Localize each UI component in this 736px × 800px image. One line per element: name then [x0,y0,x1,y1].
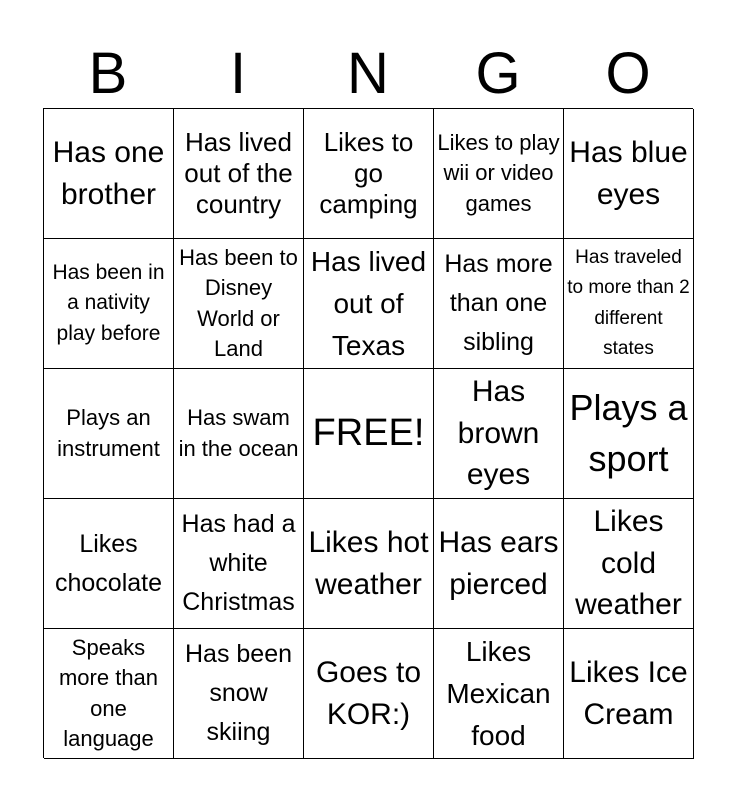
bingo-cell[interactable] [44,629,174,759]
bingo-cell[interactable] [174,239,304,369]
bingo-cell[interactable] [304,499,434,629]
cell-text: Has blue eyes [569,136,688,211]
bingo-cell[interactable] [434,629,564,759]
cell-text: Has had a white Christmas [181,510,296,616]
bingo-cell[interactable] [174,109,304,239]
bingo-cell[interactable] [434,109,564,239]
cell-text: Has been to Disney World or Land [179,244,298,361]
bingo-cell[interactable] [44,239,174,369]
bingo-cell[interactable] [44,109,174,239]
bingo-cell[interactable] [174,499,304,629]
bingo-cell[interactable] [174,369,304,499]
header-letter-g: G [475,41,521,106]
bingo-board [43,108,693,758]
cell-text: FREE! [312,411,425,454]
cell-text: Has brown eyes [457,375,540,492]
bingo-cell[interactable] [434,239,564,369]
cell-text: Likes to play wii or video games [437,129,560,216]
cell-text: Has traveled to more than 2 different states [567,246,690,359]
bingo-cell[interactable] [564,109,694,239]
cell-text: Likes Ice Cream [569,656,688,731]
cell-text: Has one brother [52,136,165,211]
free-space[interactable] [304,369,434,499]
header-letter-o: O [605,41,651,106]
header-letter-n: N [347,41,389,106]
cell-text: Likes cold weather [575,505,682,622]
bingo-cell[interactable] [434,499,564,629]
bingo-cell[interactable] [304,629,434,759]
header-letter-b: B [88,41,128,106]
cell-text: Goes to KOR:) [315,656,422,731]
bingo-cell[interactable] [564,369,694,499]
cell-text: Has swam in the ocean [178,405,299,461]
cell-text: Has lived out of the country [184,126,293,220]
bingo-cell[interactable] [304,109,434,239]
cell-text: Likes Mexican food [446,635,551,751]
cell-text: Has lived out of Texas [310,245,427,361]
cell-text: Plays an instrument [57,405,160,461]
cell-text: Has been in a nativity play before [52,260,165,345]
cell-text: Likes chocolate [54,529,163,597]
bingo-cell[interactable] [44,369,174,499]
cell-text: Has ears pierced [438,526,559,601]
cell-text: Likes hot weather [308,526,429,601]
bingo-cell[interactable] [434,369,564,499]
cell-text: Likes to go camping [319,126,418,220]
bingo-cell[interactable] [44,499,174,629]
bingo-cell[interactable] [564,239,694,369]
bingo-cell[interactable] [304,239,434,369]
cell-text: Has been snow skiing [184,640,293,746]
cell-text: Speaks more than one language [58,634,159,751]
cell-text: Has more than one sibling [444,250,553,356]
bingo-cell[interactable] [564,629,694,759]
bingo-cell[interactable] [564,499,694,629]
bingo-cell[interactable] [174,629,304,759]
bingo-header [43,40,693,108]
header-letter-i: I [229,41,247,106]
cell-text: Plays a sport [569,387,688,479]
